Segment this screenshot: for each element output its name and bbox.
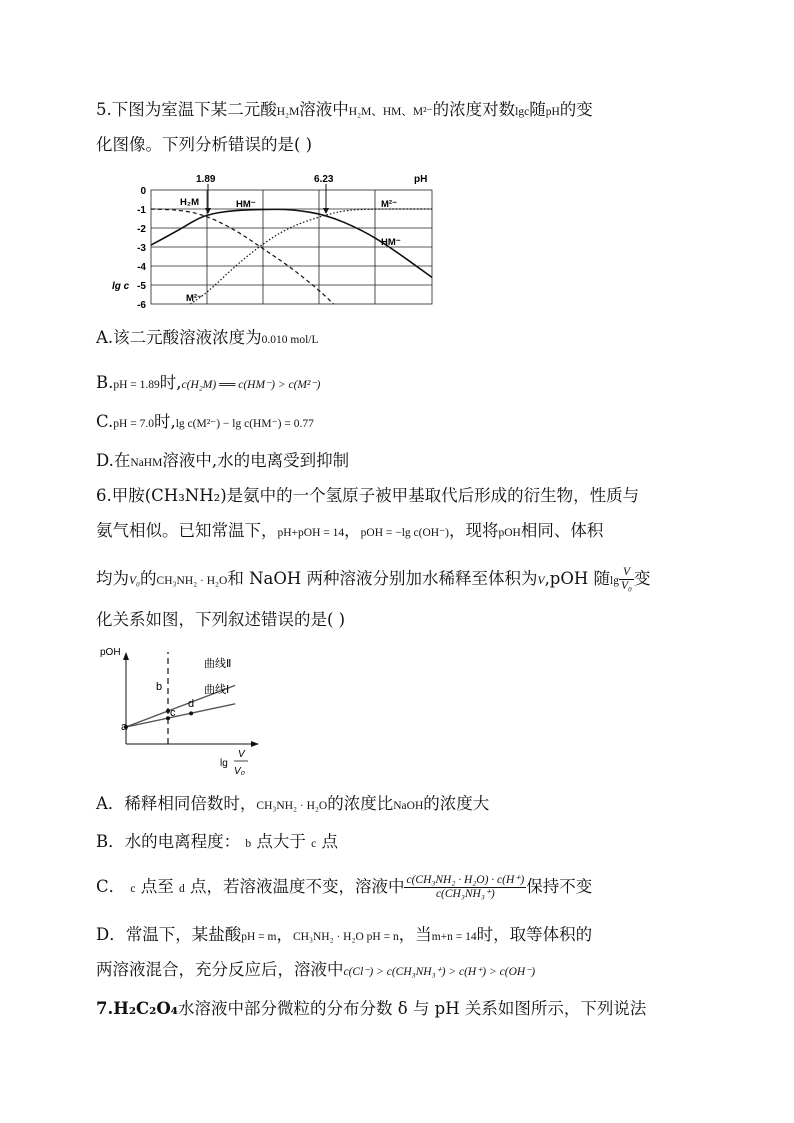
label-hm-top: HM⁻ <box>236 199 256 210</box>
y-tick: -5 <box>137 281 146 292</box>
q6-option-d-line2: 两溶液混合，充分反应后，溶液中c(Cl⁻) > c(CH₃NH₃⁺) > c(H⁺) > c(OH⁻) <box>96 960 536 979</box>
series-h2m-curve <box>151 209 334 304</box>
label-d: d <box>188 698 195 710</box>
q6-line4: 化关系如图，下列叙述错误的是( ) <box>96 610 346 629</box>
chart2-x-label-num: V <box>238 749 245 760</box>
label-h2m: H₂M <box>180 197 199 208</box>
y-tick: -2 <box>137 224 146 235</box>
chart2-x-label-lg: lg <box>220 758 228 769</box>
formula-h2m: H₂M <box>276 106 300 118</box>
q5-line2: 化图像。下列分析错误的是( ) <box>96 135 313 154</box>
fraction-v-v0: $\frac{V}{\text{V₀}}$ <box>620 566 633 592</box>
label-a: a <box>121 721 128 733</box>
chart2-y-arrow <box>123 652 129 660</box>
formula-ph: pH <box>545 106 560 118</box>
curve-i-label: 曲线Ⅰ <box>204 684 230 696</box>
y-tick: 0 <box>140 186 146 197</box>
y-tick: -6 <box>137 300 146 311</box>
curve-ii-label: 曲线Ⅱ <box>204 658 232 670</box>
q5-option-d: D.在NaHM溶液中,水的电离受到抑制 <box>96 451 350 470</box>
curve-i-line <box>126 704 235 727</box>
q6-line1: 6.甲胺(CH₃NH₂)是氨中的一个氢原子被甲基取代后形成的衍生物，性质与 <box>96 486 640 505</box>
q6-option-c: C． c 点至 d 点，若溶液温度不变，溶液中 $\frac{\text{c(CH₃NH₂ · H₂O) · c(H⁺)}}{\text{c(CH₃NH₃⁺)}}$ 保持不变 <box>96 874 593 900</box>
q6-line2: 氨气相似。已知常温下，pH+pOH = 14，pOH = −lg c(OH⁻)，现将pOH相同、体积 <box>96 521 604 540</box>
y-axis-label: lg c <box>112 281 130 292</box>
x-axis-label: pH <box>414 174 428 185</box>
formula-lgc: lgc <box>515 106 530 118</box>
q5-option-a: A.该二元酸溶液浓度为0.010 mol/L <box>96 328 319 347</box>
q7-line1: 7.H₂C₂O₄水溶液中部分微粒的分布分数 δ 与 pH 关系如图所示，下列说法 <box>96 999 647 1018</box>
chart2-x-arrow <box>251 741 259 747</box>
y-tick: -4 <box>137 262 146 273</box>
chart-poh-vs-lg <box>96 640 276 785</box>
formula-species: H₂M、HM、M²⁻ <box>348 106 433 118</box>
series-m-curve <box>190 209 432 304</box>
annotation-1-89: 1.89 <box>196 174 216 185</box>
label-m-top: M²⁻ <box>381 199 398 210</box>
label-c: c <box>170 707 176 719</box>
arrow-1-89-head <box>205 208 211 214</box>
arrow-6-23-head <box>323 208 329 214</box>
q6-option-d: D．常温下，某盐酸pH = m，CH₃NH₂ · H₂O pH = n，当m+n = 14时，取等体积的 <box>96 925 593 944</box>
label-b: b <box>156 681 163 693</box>
chart2-y-label: pOH <box>100 647 121 658</box>
q6-option-a: A．稀释相同倍数时，CH₃NH₂ · H₂O的浓度比NaOH的浓度大 <box>96 794 490 813</box>
q5-option-c: C.pH = 7.0时,lg c(M²⁻) − lg c(HM⁻) = 0.77 <box>96 412 314 431</box>
q6-line3: 均为V₀的CH₃NH₂ · H₂O和 NaOH 两种溶液分别加水稀释至体积为V,pOH 随lg $\frac{V}{\text{V₀}}$ 变 <box>96 566 651 592</box>
point-d <box>189 711 193 715</box>
label-hm-right: HM⁻ <box>381 237 401 248</box>
annotation-6-23: 6.23 <box>314 174 334 185</box>
q5-option-b: B.pH = 1.89时,c(H₂M) ══ c(HM⁻) > c(M²⁻) <box>96 373 321 392</box>
chart-lgc-vs-ph <box>110 168 440 312</box>
chart2-x-label-den: V₀ <box>234 766 245 777</box>
q5-line1: 5.下图为室温下某二元酸H₂M溶液中H₂M、HM、M²⁻的浓度对数lgc随pH的变 <box>96 100 593 119</box>
y-tick: -1 <box>137 205 146 216</box>
y-tick: -3 <box>137 243 146 254</box>
fraction-ka: $\frac{\text{c(CH₃NH₂ · H₂O) · c(H⁺)}}{\text{c(CH₃NH₃⁺)}}$ <box>406 874 525 900</box>
label-m-bottom: M²⁻ <box>186 293 203 304</box>
q6-option-b: B．水的电离程度： b 点大于 c 点 <box>96 832 338 851</box>
